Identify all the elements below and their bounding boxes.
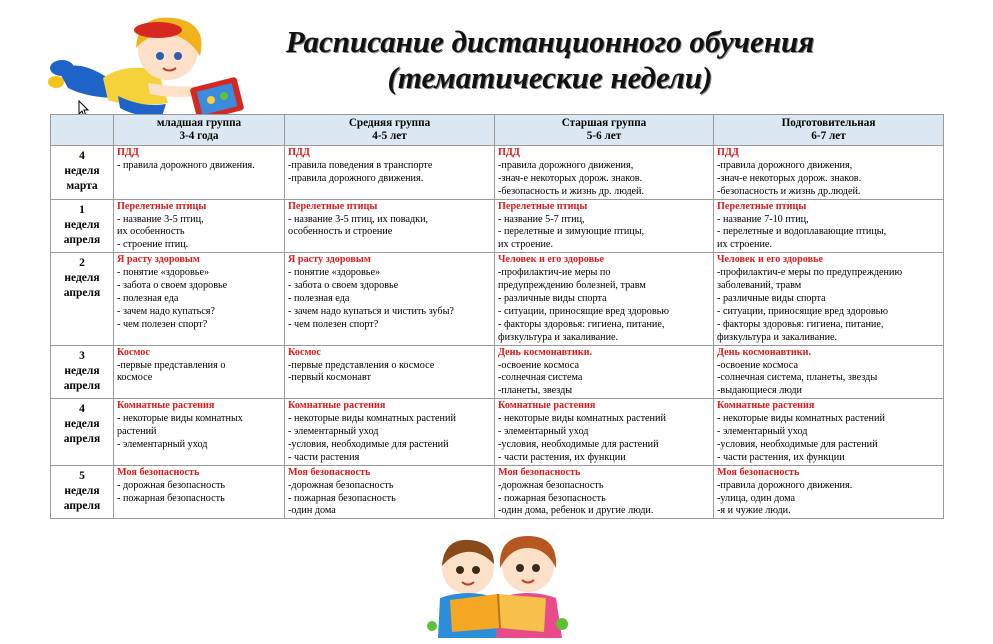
topic-detail: -первые представления о [117,359,226,371]
topic-title: ПДД [288,147,310,158]
week-label [51,253,114,345]
topic-detail: -знач-е некоторых дорож. знаков. [498,172,643,184]
schedule-cell [714,199,944,253]
week-label-line: апреля [63,433,101,446]
topic-detail: - элементарный уход [117,438,208,450]
topic-title: Я расту здоровым [288,254,371,266]
topic-detail: -освоение космоса [498,359,579,371]
header-corner [51,115,114,146]
week-label [51,146,114,200]
topic-title: Моя безопасность [717,466,800,478]
schedule-cell [495,146,714,200]
schedule-cell [495,345,714,399]
topic-title: ПДД [117,147,139,158]
topic-title: Человек и его здоровье [498,254,605,266]
topic-detail: -правила дорожного движения. [288,172,424,184]
schedule-cell [285,345,495,399]
week-label-line: неделя [64,418,100,431]
week-label [51,199,114,253]
topic-detail: особенность и строение [288,226,393,238]
schedule-cell [114,399,285,466]
topic-detail: космосе [117,372,153,384]
topic-detail: -я и чужие люди. [717,505,791,517]
topic-detail: -первые представления о космосе [288,359,435,371]
topic-detail: - части растения [288,451,360,463]
week-label-line: неделя [64,364,100,377]
topic-detail: -профилактич-е меры по предупреждению [717,267,903,279]
week-label-line: 1 [79,203,85,216]
topic-detail: -один дома, ребенок и другие люди. [498,505,654,517]
topic-detail: - строение птиц. [117,239,189,251]
title-line-1: Расписание дистанционного обучения [285,24,815,59]
topic-detail: -улица, один дома [717,492,796,504]
topic-detail: - название 3-5 птиц, [117,213,204,225]
schedule-cell [285,399,495,466]
topic-detail: - части растения, их функции [498,451,626,463]
topic-title: Перелетные птицы [498,200,588,212]
week-label-line: неделя [64,165,100,177]
topic-detail: -солнечная система [498,372,583,384]
week-label [51,465,114,519]
table-row [51,465,944,519]
topic-detail: -дорожная безопасность [498,479,604,491]
topic-detail: - перелетные и водоплавающие птицы, [717,226,887,238]
topic-detail: - полезная еда [117,292,179,304]
topic-detail: -правила поведения в транспорте [288,159,433,171]
topic-detail: - некоторые виды комнатных растений [498,413,666,425]
topic-detail: -солнечная система, планеты, звезды [717,372,878,384]
topic-detail: -дорожная безопасность [288,479,394,491]
topic-detail: физкультура и закаливание. [717,331,838,343]
topic-detail: - части растения, их функции [717,451,845,463]
schedule-cell [114,345,285,399]
topic-detail: их строение. [717,239,772,251]
schedule-cell [114,199,285,253]
topic-detail: - некоторые виды комнатных [117,413,243,425]
topic-detail: - название 5-7 птиц, [498,213,585,225]
topic-detail: -правила дорожного движения. [717,479,853,491]
topic-detail: -планеты, звезды [498,385,573,397]
topic-detail: - название 7-10 птиц, [717,213,809,225]
topic-detail: - перелетные и зимующие птицы, [498,226,645,238]
topic-title: Комнатные растения [288,400,386,412]
topic-detail: - различные виды спорта [498,292,607,304]
topic-title: Перелетные птицы [117,200,207,212]
topic-detail: - чем полезен спорт? [288,318,379,330]
week-label-line: апреля [63,379,101,392]
topic-detail: - зачем надо купаться и чистить зубы? [288,305,454,317]
topic-detail: - понятие «здоровье» [117,267,210,279]
topic-title: Комнатные растения [117,400,215,412]
title-line-2: (тематические недели) [387,60,713,95]
topic-detail: -безопасность и жизнь др.людей. [717,185,861,197]
table-row [51,253,944,345]
topic-detail: - зачем надо купаться? [117,305,215,317]
topic-detail: - некоторые виды комнатных растений [717,413,885,425]
topic-detail: -освоение космоса [717,359,798,371]
topic-title: День космонавтики. [717,346,812,358]
topic-detail: - некоторые виды комнатных растений [288,413,456,425]
week-label-line: апреля [63,233,101,246]
schedule-cell [285,253,495,345]
topic-detail: -условия, необходимые для растений [498,438,659,450]
topic-detail: - чем полезен спорт? [117,318,208,330]
schedule-cell [114,465,285,519]
topic-detail: предупреждению болезней, травм [498,280,646,292]
week-label-line: 4 [79,150,85,162]
topic-title: Перелетные птицы [288,200,378,212]
topic-title: Моя безопасность [288,466,371,478]
topic-detail: -профилактич-ие меры по [498,267,611,279]
topic-detail: - забота о своем здоровье [288,280,399,292]
column-header: Подготовительная 6-7 лет [714,115,944,146]
topic-title: Перелетные птицы [717,200,807,212]
topic-detail: -безопасность и жизнь др. людей. [498,185,645,197]
topic-title: Космос [288,346,321,358]
table-row [51,345,944,399]
table-row [51,199,944,253]
topic-title: ПДД [498,147,520,158]
topic-detail: - ситуации, приносящие вред здоровью [498,305,669,317]
kids-reading-book-illustration [410,528,590,644]
week-label-line: апреля [63,287,101,300]
week-label-line: неделя [64,272,100,285]
schedule-cell [495,399,714,466]
column-header: младшая группа 3-4 года [114,115,285,146]
topic-title: Космос [117,346,150,358]
topic-detail: - факторы здоровья: гигиена, питание, [498,318,665,330]
week-label-line: неделя [64,484,100,497]
page-title [200,24,900,96]
topic-title: День космонавтики. [498,346,593,358]
topic-detail: -выдающиеся люди [717,385,803,397]
topic-detail: - элементарный уход [498,426,589,438]
topic-detail: - забота о своем здоровье [117,280,228,292]
week-label-line: 2 [79,257,85,270]
topic-detail: -правила дорожного движения, [498,159,634,171]
week-label-line: апреля [63,499,101,512]
schedule-cell [114,253,285,345]
week-label [51,399,114,466]
topic-detail: растений [117,426,157,438]
schedule-cell [495,465,714,519]
topic-detail: - название 3-5 птиц, их повадки, [288,213,429,225]
topic-detail: - понятие «здоровье» [288,267,381,279]
topic-detail: -один дома [288,505,336,517]
schedule-cell [285,199,495,253]
week-label-line: 5 [79,469,85,482]
topic-detail: - факторы здоровья: гигиена, питание, [717,318,884,330]
topic-title: Моя безопасность [117,466,200,478]
topic-detail: -условия, необходимые для растений [288,438,449,450]
schedule-cell [495,199,714,253]
week-label-line: марта [66,180,98,192]
topic-detail: - дорожная безопасность [117,479,226,491]
table-row [51,399,944,466]
topic-title: ПДД [717,147,739,158]
schedule-cell [285,146,495,200]
topic-detail: - элементарный уход [288,426,379,438]
topic-title: Комнатные растения [498,400,596,412]
week-label-line: 3 [79,349,85,362]
topic-detail: - пожарная безопасность [498,492,606,504]
topic-detail: - элементарный уход [717,426,808,438]
schedule-cell [714,399,944,466]
topic-detail: -первый космонавт [288,372,371,384]
column-header: Старшая группа 5-6 лет [495,115,714,146]
topic-detail: - ситуации, приносящие вред здоровью [717,305,888,317]
topic-detail: - различные виды спорта [717,292,826,304]
topic-detail: их особенность [117,226,185,238]
topic-detail: -знач-е некоторых дорож. знаков. [717,172,862,184]
schedule-cell [495,253,714,345]
topic-detail: заболеваний, травм [717,280,802,292]
week-label-line: неделя [64,218,100,231]
topic-title: Человек и его здоровье [717,254,824,266]
schedule-cell [714,465,944,519]
topic-detail: их строение. [498,239,553,251]
column-header: Средняя группа 4-5 лет [285,115,495,146]
schedule-table [50,114,944,519]
week-label-line: 4 [79,403,85,416]
header-row [51,115,944,146]
schedule-cell [285,465,495,519]
topic-detail: - полезная еда [288,292,350,304]
week-label [51,345,114,399]
topic-detail: - правила дорожного движения. [117,159,255,171]
schedule-cell [114,146,285,200]
topic-detail: -условия, необходимые для растений [717,438,878,450]
topic-detail: -правила дорожного движения, [717,159,853,171]
schedule-cell [714,253,944,345]
schedule-cell [714,146,944,200]
topic-detail: физкультура и закаливание. [498,331,619,343]
schedule-cell [714,345,944,399]
topic-title: Я расту здоровым [117,254,200,266]
topic-detail: - пожарная безопасность [117,492,225,504]
topic-detail: - пожарная безопасность [288,492,396,504]
table-row [51,146,944,200]
topic-title: Комнатные растения [717,400,815,412]
topic-title: Моя безопасность [498,466,581,478]
